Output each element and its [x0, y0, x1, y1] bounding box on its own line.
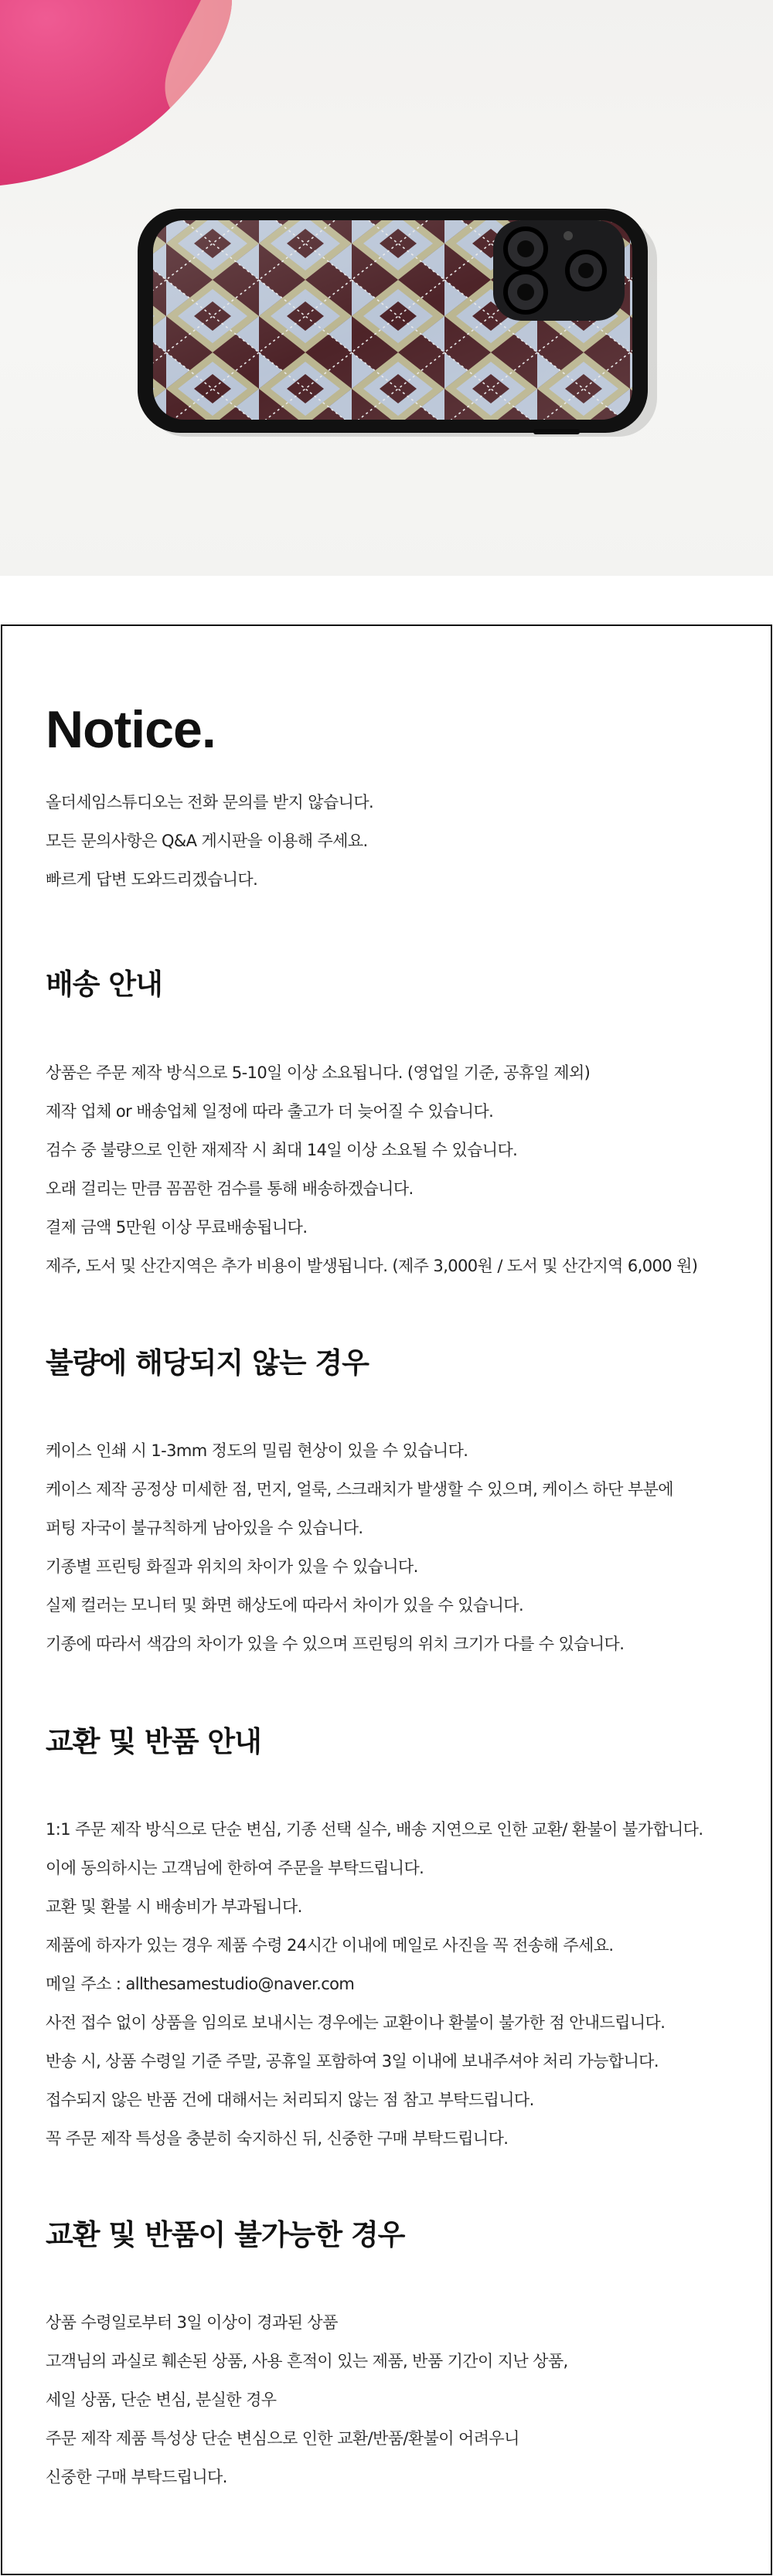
list-item: 제주, 도서 및 산간지역은 추가 비용이 발생됩니다. (제주 3,000원 / 도서 및 산간지역 6,000 원): [46, 1257, 698, 1275]
list-item: 고객님의 과실로 훼손된 상품, 사용 흔적이 있는 제품, 반품 기간이 지난 상품,: [46, 2352, 568, 2370]
section-title-no-exchange: 교환 및 반품이 불가능한 경우: [46, 2218, 405, 2251]
list-item: 세일 상품, 단순 변심, 분실한 경우: [46, 2391, 277, 2409]
list-item: 검수 중 불량으로 인한 재제작 시 최대 14일 이상 소요될 수 있습니다.: [46, 1141, 518, 1159]
intro-line: 올더세임스튜디오는 전화 문의를 받지 않습니다.: [46, 793, 374, 812]
list-item: 사전 접수 없이 상품을 임의로 보내시는 경우에는 교환이나 환불이 불가한 점 안내드립니다.: [46, 2013, 666, 2032]
list-item: 퍼팅 자국이 불규칙하게 남아있을 수 있습니다.: [46, 1519, 363, 1537]
list-item: 상품은 주문 제작 방식으로 5-10일 이상 소요됩니다. (영업일 기준, 공휴일 제외): [46, 1063, 591, 1082]
list-item: 상품 수령일로부터 3일 이상이 경과된 상품: [46, 2313, 338, 2332]
no-exchange-list: [46, 2303, 568, 2496]
shipping-list: [46, 1053, 697, 1285]
list-item: 접수되지 않은 반품 건에 대해서는 처리되지 않는 점 참고 부탁드립니다.: [46, 2091, 534, 2109]
intro-line: 모든 문의사항은 Q&A 게시판을 이용해 주세요.: [46, 832, 368, 850]
intro-list: [46, 783, 373, 899]
exchange-return-list: [46, 1810, 703, 2158]
list-item: 신중한 구매 부탁드립니다.: [46, 2468, 227, 2486]
list-item: 주문 제작 제품 특성상 단순 변심으로 인한 교환/반품/환불이 어려우니: [46, 2429, 519, 2448]
list-item: 반송 시, 상품 수령일 기준 주말, 공휴일 포함하여 3일 이내에 보내주셔야 처리 가능합니다.: [46, 2052, 659, 2071]
section-title-not-defective: 불량에 해당되지 않는 경우: [46, 1346, 369, 1380]
list-item: 제품에 하자가 있는 경우 제품 수령 24시간 이내에 메일로 사진을 꼭 전송해 주세요.: [46, 1936, 614, 1955]
product-photo: [0, 0, 773, 576]
list-item: 결제 금액 5만원 이상 무료배송됩니다.: [46, 1218, 308, 1237]
list-item: 메일 주소 : allthesamestudio@naver.com: [46, 1975, 355, 1993]
not-defective-list: [46, 1431, 673, 1663]
notice-title: Notice.: [46, 700, 216, 759]
list-item: 교환 및 환불 시 배송비가 부과됩니다.: [46, 1897, 302, 1916]
list-item: 1:1 주문 제작 방식으로 단순 변심, 기종 선택 실수, 배송 지연으로 인한 교환/ 환불이 불가합니다.: [46, 1820, 703, 1839]
phone-case-image: [0, 0, 773, 576]
section-title-shipping: 배송 안내: [46, 968, 162, 1001]
intro-line: 빠르게 답변 도와드리겠습니다.: [46, 870, 258, 889]
notice-box: [1, 624, 772, 2575]
list-item: 꼭 주문 제작 특성을 충분히 숙지하신 뒤, 신중한 구매 부탁드립니다.: [46, 2129, 509, 2148]
list-item: 기종에 따라서 색감의 차이가 있을 수 있으며 프린팅의 위치 크기가 다를 수 있습니다.: [46, 1635, 625, 1653]
list-item: 케이스 인쇄 시 1-3mm 정도의 밀림 현상이 있을 수 있습니다.: [46, 1441, 468, 1460]
list-item: 실제 컬러는 모니터 및 화면 해상도에 따라서 차이가 있을 수 있습니다.: [46, 1596, 524, 1615]
list-item: 케이스 제작 공정상 미세한 점, 먼지, 얼룩, 스크래치가 발생할 수 있으며, 케이스 하단 부분에: [46, 1480, 673, 1499]
list-item: 제작 업체 or 배송업체 일정에 따라 출고가 더 늦어질 수 있습니다.: [46, 1102, 494, 1121]
list-item: 오래 걸리는 만큼 꼼꼼한 검수를 통해 배송하겠습니다.: [46, 1179, 414, 1198]
list-item: 기종별 프린팅 화질과 위치의 차이가 있을 수 있습니다.: [46, 1557, 418, 1576]
list-item: 이에 동의하시는 고객님에 한하여 주문을 부탁드립니다.: [46, 1859, 424, 1877]
section-title-exchange-return: 교환 및 반품 안내: [46, 1725, 261, 1758]
